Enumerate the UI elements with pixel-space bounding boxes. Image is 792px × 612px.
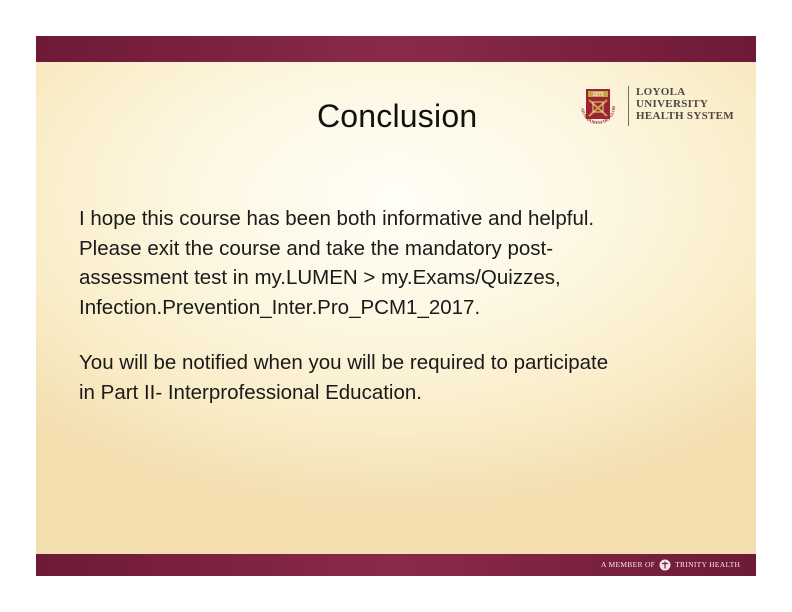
paragraph-2-line: You will be notified when you will be required to participate [79, 351, 609, 374]
paragraph-1-line: Infection.Prevention_Inter.Pro_PCM1_2017. [79, 295, 481, 319]
seal-year: 1870 [592, 92, 604, 98]
slide [36, 36, 756, 576]
footer-org: TRINITY HEALTH [675, 560, 741, 569]
logo-wordmark [636, 86, 734, 122]
paragraph-1-line: I hope this course has been both informative and helpful. [79, 207, 595, 230]
paragraph-2-line: in Part II- Interprofessional Education. [79, 380, 422, 404]
body-paragraph-1 [79, 204, 739, 322]
loyola-seal-icon [573, 82, 623, 132]
body-paragraph-2 [79, 348, 739, 407]
slide-title: Conclusion [317, 98, 478, 134]
logo-divider [628, 86, 629, 126]
logo-line-2: UNIVERSITY [636, 98, 709, 110]
logo-line-3: HEALTH SYSTEM [636, 110, 734, 122]
paragraph-1-line: Please exit the course and take the mandatory post- [79, 236, 554, 260]
footer-prefix: A MEMBER OF [601, 560, 656, 569]
logo-line-1: LOYOLA [636, 86, 686, 98]
loyola-logo [573, 82, 745, 132]
footer-affiliation [601, 558, 740, 571]
top-band [36, 36, 756, 62]
seal-motto: AD·MAIOREM·DEI·GLOR [579, 105, 617, 126]
trinity-health-icon [659, 559, 671, 571]
paragraph-1-line: assessment test in my.LUMEN > my.Exams/Quizzes, [79, 266, 561, 289]
